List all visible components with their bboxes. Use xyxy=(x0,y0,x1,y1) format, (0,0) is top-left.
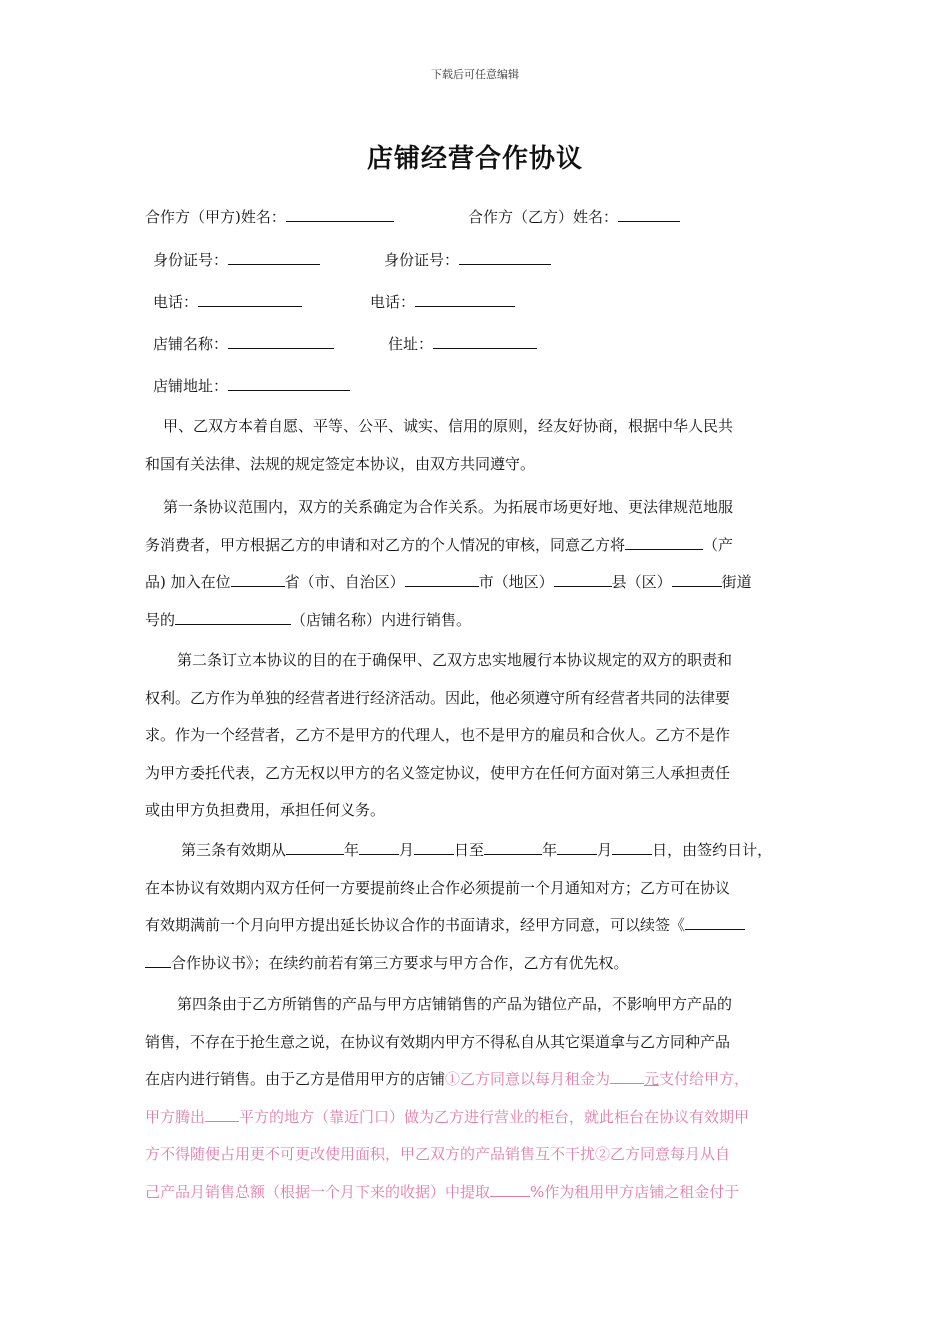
blank-line xyxy=(405,572,479,587)
blank-line xyxy=(231,572,285,587)
blank-line xyxy=(415,292,515,307)
article-1: 第一条协议范围内，双方的关系确定为合作关系。为拓展市场更好地、更法律规范地服 务消费者，甲方根据乙方的申请和对乙方的个人情况的审核，同意乙方将 （产 品) 加入在位 省（市、自治区） 市（地区） 县（区） 街道 号的 （店铺名称）内进行销售。 xyxy=(145,498,752,629)
blank-line xyxy=(672,572,722,587)
field-id-b: 身份证号： xyxy=(384,249,551,270)
blank-line xyxy=(286,840,344,855)
intro-paragraph: 甲、乙双方本着自愿、平等、公平、诚实、信用的原则，经友好协商，根据中华人民共 和国有关法律、法规的规定签定本协议，由双方共同遵守。 xyxy=(145,417,734,473)
blank-line xyxy=(286,207,394,222)
field-phone-a: 电话： xyxy=(153,291,302,312)
field-shop-name: 店铺名称： xyxy=(153,333,334,354)
blank-line xyxy=(359,840,399,855)
blank-line xyxy=(618,207,680,222)
article-4: 第四条由于乙方所销售的产品与甲方店铺销售的产品为错位产品，不影响甲方产品的 销售，不存在于抢生意之说，在协议有效期内甲方不得私自从其它渠道拿与乙方同种产品 在店内进行销售。由于乙方是借用甲方的店铺①乙方同意以每月租金为 元支付给甲方， 甲方腾出 平方的地方（靠近门口）做为乙方进行营业的柜台，就此柜台在协议有效期甲 方不得随便占用更不可更改使用面积，甲乙双方的产品销售互不干扰②乙方同意每月从自 己产品月销售总额（根据一个月下来的收据）中提取 %作为租用甲方店铺之租金付于 xyxy=(145,995,750,1201)
blank-line xyxy=(414,840,454,855)
field-phone-b: 电话： xyxy=(370,291,515,312)
article-2: 第二条订立本协议的目的在于确保甲、乙双方忠实地履行本协议规定的双方的职责和 权利。乙方作为单独的经营者进行经济活动。因此，他必须遵守所有经营者共同的法律要 求。作为一个经营者，乙方不是甲方的代理人，也不是甲方的雇员和合伙人。乙方不是作 为甲方委托代表，乙方无权以甲方的名义签定协议，使甲方在任何方面对第三人承担责任 或由甲方负担费用，承担任何义务。 xyxy=(145,651,733,819)
document-title: 店铺经营合作协议 xyxy=(366,144,583,174)
field-party-a-name: 合作方（甲方)姓名： xyxy=(145,206,394,227)
blank-line xyxy=(625,535,703,550)
blank-line xyxy=(433,334,537,349)
blank-line xyxy=(459,250,551,265)
blank-line xyxy=(557,840,597,855)
blank-line xyxy=(205,1107,239,1122)
blank-line xyxy=(610,1069,644,1084)
field-id-a: 身份证号： xyxy=(153,249,320,270)
blank-line xyxy=(145,953,171,968)
blank-line xyxy=(228,334,334,349)
blank-line xyxy=(612,840,652,855)
field-party-b-name: 合作方（乙方）姓名： xyxy=(468,206,680,227)
blank-line xyxy=(228,376,350,391)
field-shop-address: 店铺地址： xyxy=(153,375,350,396)
header-note: 下载后可任意编辑 xyxy=(431,68,519,81)
blank-line xyxy=(484,840,542,855)
blank-line xyxy=(490,1182,530,1197)
field-residence: 住址： xyxy=(388,333,537,354)
article-3: 第三条有效期从 年 月 日至 年 月 日，由签约日计， 在本协议有效期内双方任何一方要提前终止合作必须提前一个月通知对方；乙方可在协议 有效期满前一个月向甲方提出延长协议合作的书面请求，经甲方同意，可以续签《 合作协议书》；在续约前若有第三方要求与甲方合作，乙方有优先权。 xyxy=(145,841,773,972)
blank-line xyxy=(685,915,745,930)
blank-line xyxy=(175,610,291,625)
blank-line xyxy=(554,572,612,587)
blank-line xyxy=(198,292,302,307)
blank-line xyxy=(228,250,320,265)
